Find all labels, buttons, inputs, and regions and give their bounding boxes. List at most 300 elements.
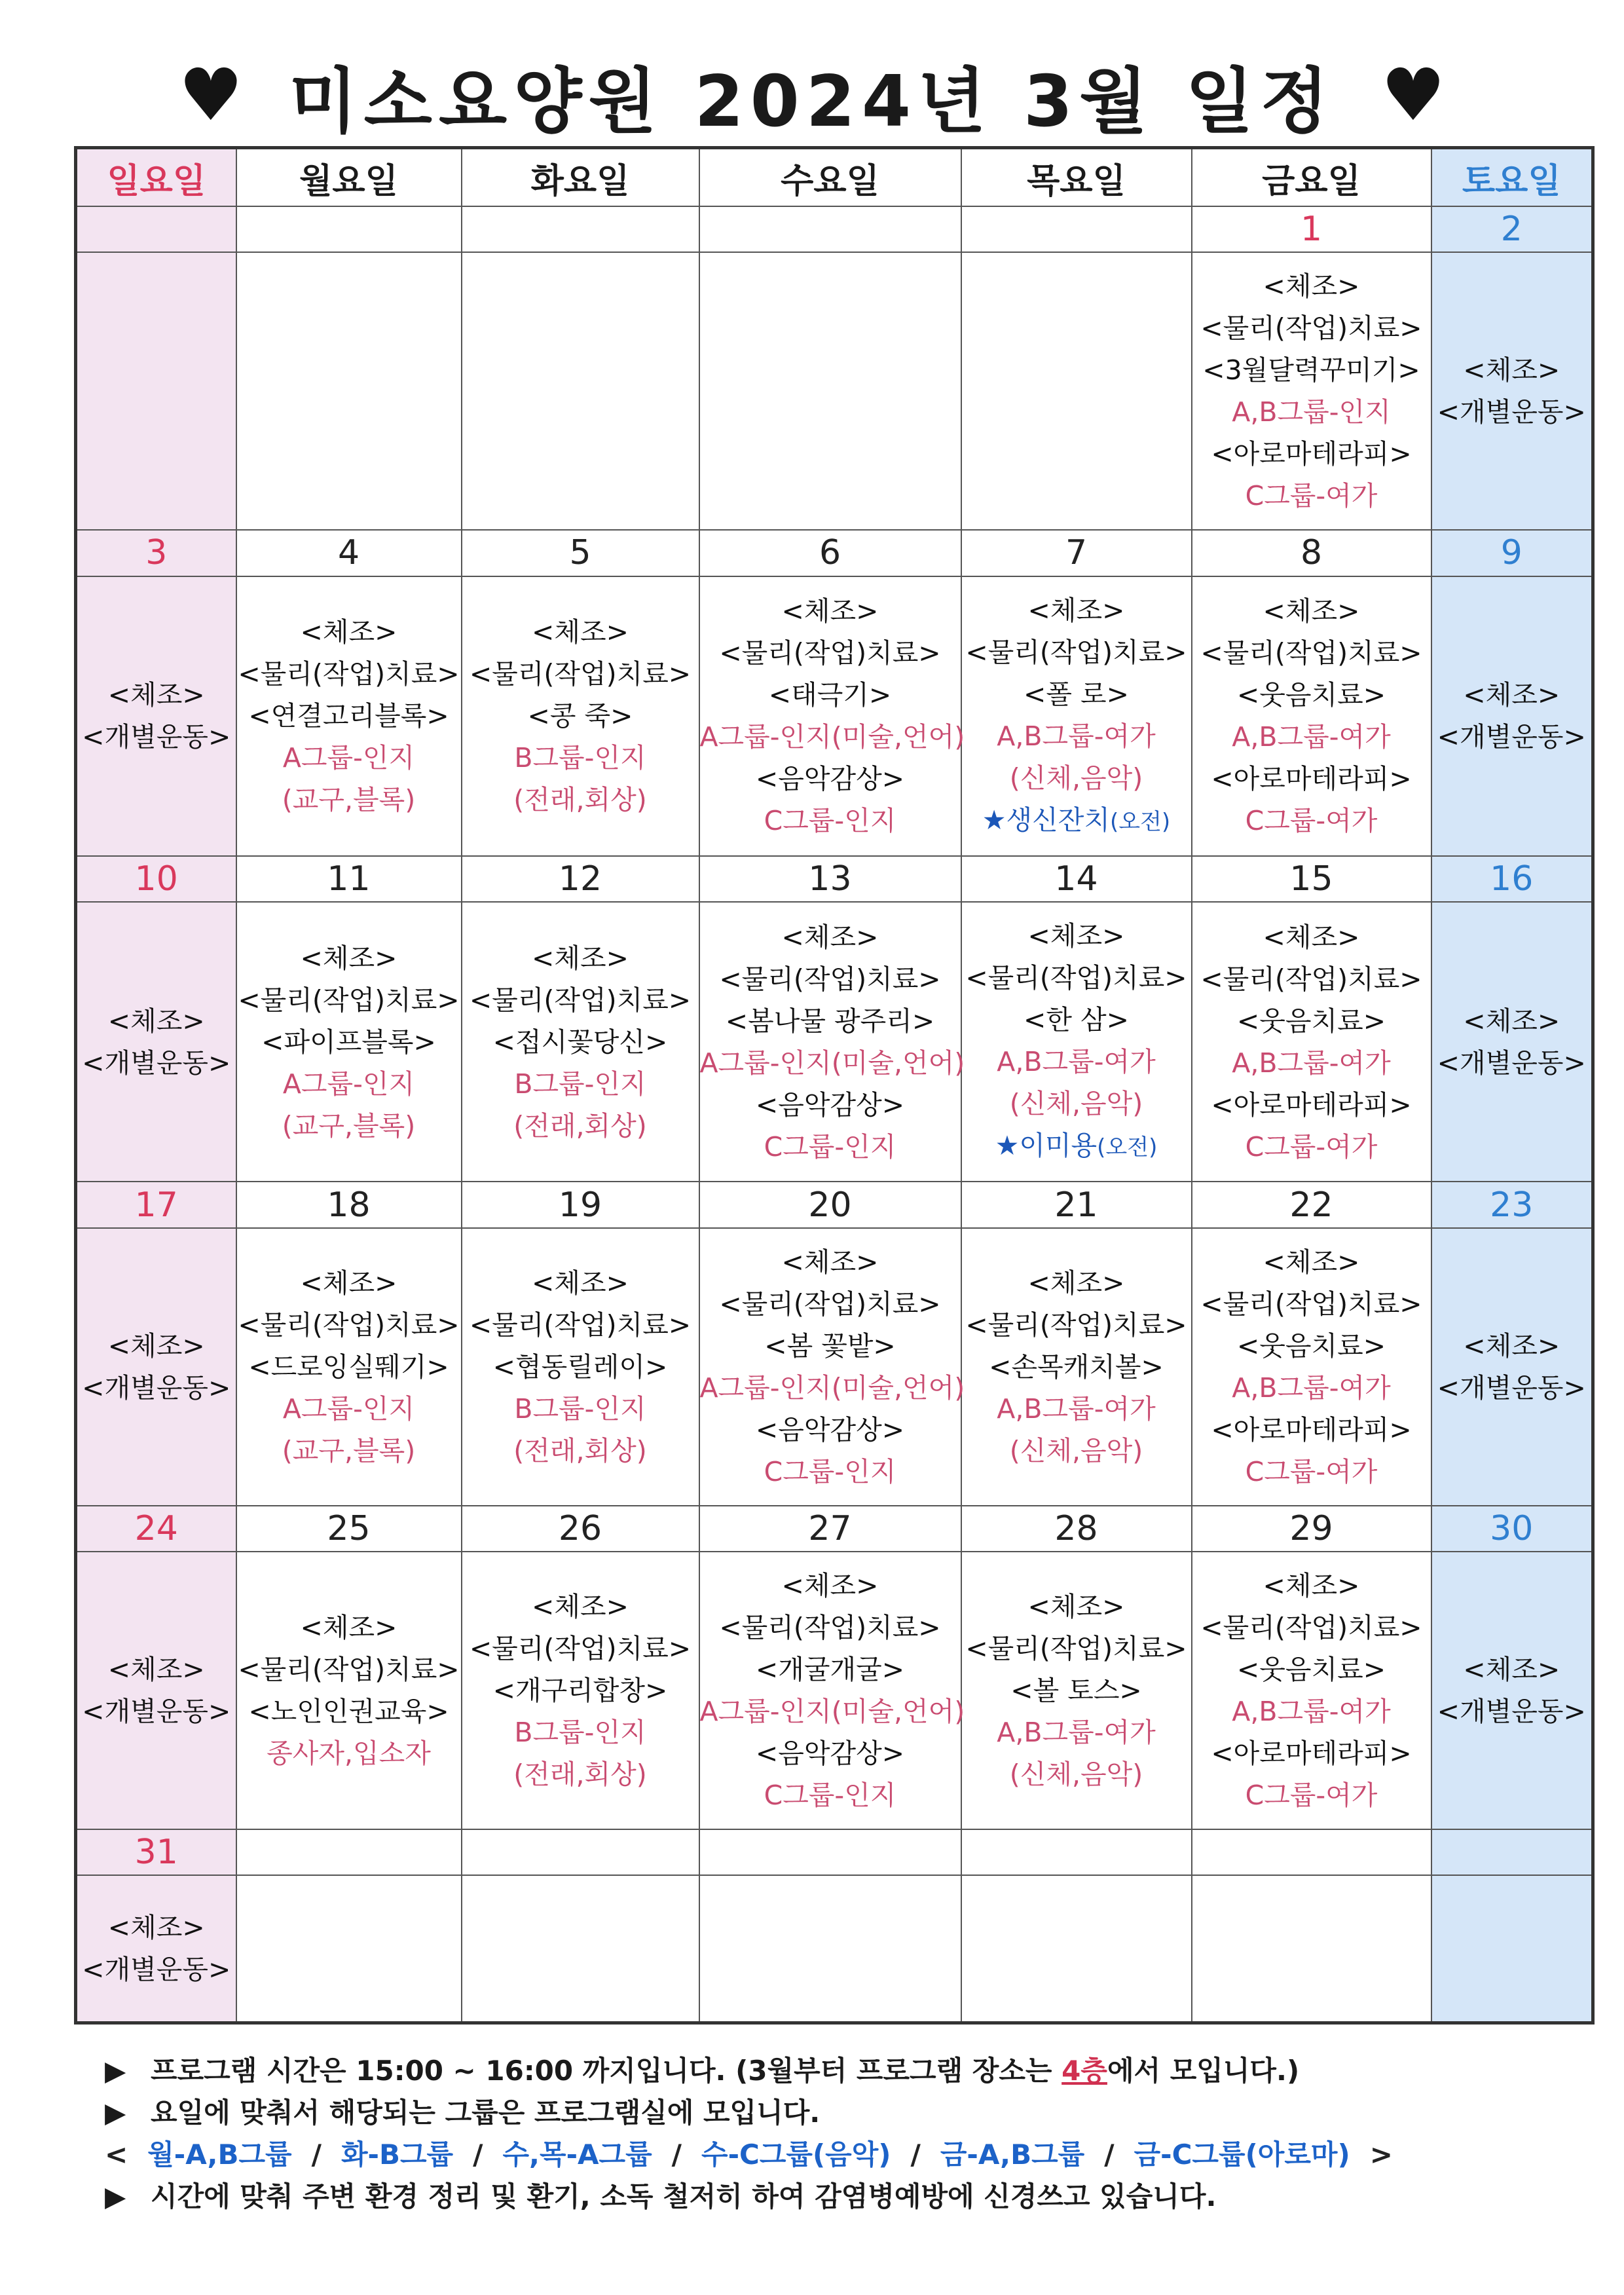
activity-text: <웃음치료> (1236, 1005, 1386, 1037)
note-line-2 (105, 2092, 1578, 2134)
program-label (700, 958, 961, 1000)
program-label (962, 1346, 1191, 1388)
program-label (462, 1670, 699, 1711)
activity-row (76, 576, 1593, 856)
date-number: 6 (699, 530, 961, 576)
group-label (1192, 475, 1431, 517)
program-label (237, 1649, 461, 1690)
day-cell (1431, 1228, 1593, 1506)
page-title (0, 46, 1624, 144)
bullet-triangle-icon: ▶ (105, 2180, 126, 2212)
group-label (962, 715, 1191, 757)
date-number (1431, 1829, 1593, 1875)
groups-open-bracket: < (105, 2138, 128, 2171)
program-label (1192, 1000, 1431, 1042)
program-label (237, 1304, 461, 1346)
activity-text: <개굴개굴> (755, 1654, 905, 1685)
activity-text: <체조> (300, 1267, 397, 1299)
date-number: 29 (1192, 1506, 1431, 1552)
activity-text: A그룹-인지 (282, 1392, 415, 1425)
date-number: 23 (1431, 1182, 1593, 1227)
groups-separator: / (311, 2138, 322, 2171)
activity-text: <웃음치료> (1236, 1654, 1386, 1685)
date-number: 10 (76, 856, 236, 902)
program-label (700, 758, 961, 800)
program-label (462, 611, 699, 653)
date-number-row (76, 530, 1593, 576)
program-label (462, 979, 699, 1021)
program-label (77, 1000, 236, 1042)
program-label (462, 695, 699, 737)
day-cell (76, 576, 236, 856)
group-label (462, 1711, 699, 1753)
group-label (1192, 1451, 1431, 1493)
program-label (1192, 1732, 1431, 1774)
program-label (700, 1409, 961, 1451)
group-label (1192, 1042, 1431, 1084)
group-label (962, 1083, 1191, 1125)
activity-text: <물리(작업)치료> (1200, 963, 1422, 995)
group-label (699, 1367, 965, 1409)
program-label (462, 1021, 699, 1063)
date-number-row (76, 206, 1593, 252)
note-floor-text: 4층 (1061, 2055, 1107, 2087)
activity-text: (신체,음악) (1009, 1759, 1143, 1790)
day-cell (1192, 1552, 1431, 1829)
program-label (1192, 1283, 1431, 1325)
day-cell (236, 1228, 462, 1506)
program-label (700, 1732, 961, 1774)
weekday-saturday: 토요일 (1431, 148, 1593, 207)
activity-text: <아로마테라피> (1211, 763, 1412, 795)
activity-text: <개별운동> (1437, 1047, 1586, 1079)
date-number: 3 (76, 530, 236, 576)
note-line-4 (105, 2176, 1578, 2218)
activity-text: C그룹-인지 (764, 805, 896, 837)
activity-text: <개별운동> (82, 1954, 231, 1986)
activity-text: <개별운동> (82, 1371, 231, 1404)
day-cell (236, 576, 462, 856)
activity-text: C그룹-여가 (1245, 1780, 1378, 1811)
activity-text: C그룹-여가 (1245, 805, 1378, 837)
program-label (237, 979, 461, 1021)
group-schedule-item: 화-B그룹 (341, 2138, 454, 2171)
program-label (1192, 433, 1431, 475)
groups-separator: / (910, 2138, 921, 2171)
program-label (962, 673, 1191, 715)
activity-text: A,B그룹-여가 (1232, 1047, 1391, 1079)
heart-icon-left: ♥ (178, 53, 244, 137)
activity-text: <체조> (300, 616, 397, 648)
program-label (1432, 349, 1592, 391)
date-number: 28 (961, 1506, 1192, 1552)
date-number: 13 (699, 856, 961, 902)
activity-text: <협동릴레이> (492, 1351, 668, 1383)
group-label (962, 757, 1191, 799)
date-number: 31 (76, 1829, 236, 1875)
day-cell (1431, 252, 1593, 530)
activity-text: <음악감상> (755, 1738, 905, 1769)
activity-text: A,B그룹-인지 (1232, 396, 1391, 428)
program-label (1192, 307, 1431, 349)
activity-text: <물리(작업)치료> (719, 637, 941, 669)
activity-text: <물리(작업)치료> (965, 1309, 1187, 1341)
activity-text: <체조> (1027, 1591, 1125, 1622)
activity-time-note: (오전) (1109, 808, 1171, 835)
activity-text: <체조> (781, 1246, 879, 1278)
program-label (962, 957, 1191, 999)
activity-text: <체조> (1463, 1654, 1560, 1685)
activity-text: <체조> (107, 1912, 205, 1944)
group-label (1192, 1774, 1431, 1816)
program-label (962, 915, 1191, 957)
weekday-monday: 월요일 (236, 148, 462, 207)
program-label (700, 1649, 961, 1690)
activity-text: <체조> (532, 1591, 629, 1622)
program-label (77, 1042, 236, 1084)
day-cell (76, 1875, 236, 2023)
program-label (700, 632, 961, 674)
groups-close-bracket: > (1369, 2138, 1393, 2171)
weekday-sunday: 일요일 (76, 148, 236, 207)
group-label (462, 1105, 699, 1147)
activity-text: <웃음치료> (1236, 679, 1386, 711)
activity-text: C그룹-여가 (1245, 1130, 1378, 1163)
activity-text: <물리(작업)치료> (965, 636, 1187, 668)
group-label (1192, 1367, 1431, 1409)
group-label (237, 1732, 461, 1774)
day-cell (961, 902, 1192, 1182)
program-label (237, 653, 461, 695)
activity-text: ★생신잔치 (982, 804, 1110, 836)
program-label (1432, 1042, 1592, 1084)
activity-text: A,B그룹-여가 (997, 720, 1156, 752)
activity-text: B그룹-인지 (514, 1717, 646, 1748)
activity-text: C그룹-여가 (1245, 480, 1378, 512)
activity-text: A,B그룹-여가 (997, 1392, 1156, 1425)
activity-text: <음악감상> (755, 1413, 905, 1446)
activity-text: <아로마테라피> (1211, 438, 1412, 470)
activity-text: <한 삼> (1024, 1004, 1129, 1036)
program-label (1432, 1690, 1592, 1732)
activity-text: <체조> (1263, 1246, 1360, 1278)
program-label (962, 999, 1191, 1041)
activity-text: <물리(작업)치료> (719, 963, 941, 995)
program-label (462, 1304, 699, 1346)
program-label (237, 1607, 461, 1649)
program-label (237, 1690, 461, 1732)
program-label (1192, 1325, 1431, 1367)
group-schedule-item: 금-C그룹(아로마) (1134, 2138, 1350, 2171)
group-label (962, 1753, 1191, 1795)
activity-text: <체조> (1463, 679, 1560, 711)
activity-text: (전래,회상) (513, 1759, 647, 1790)
program-label (462, 1628, 699, 1670)
activity-text: <볼 토스> (1010, 1675, 1142, 1706)
group-label (700, 1774, 961, 1816)
activity-text: <개별운동> (1437, 1696, 1586, 1727)
day-cell (462, 1228, 699, 1506)
note-line-1 (105, 2050, 1578, 2092)
day-cell (961, 576, 1192, 856)
event-star-line (962, 1125, 1191, 1168)
date-number: 20 (699, 1182, 961, 1227)
date-number (961, 1829, 1192, 1875)
program-label (700, 1241, 961, 1283)
program-label (1192, 632, 1431, 674)
activity-text: <물리(작업)치료> (238, 984, 460, 1016)
day-cell (961, 1552, 1192, 1829)
date-number (236, 1829, 462, 1875)
activity-text: C그룹-여가 (1245, 1455, 1378, 1487)
activity-text: <물리(작업)치료> (469, 1309, 692, 1341)
day-cell (1431, 576, 1593, 856)
day-cell (76, 252, 236, 530)
program-label (1432, 1367, 1592, 1409)
activity-text: <물리(작업)치료> (1200, 312, 1422, 345)
activity-text: 종사자,입소자 (267, 1738, 431, 1769)
activity-text: (전래,회상) (513, 1434, 647, 1466)
group-label (1192, 716, 1431, 758)
program-label (1192, 958, 1431, 1000)
activity-text: <체조> (300, 1612, 397, 1643)
day-cell (961, 1875, 1192, 2023)
date-number-row (76, 1182, 1593, 1227)
activity-text: <아로마테라피> (1211, 1738, 1412, 1769)
program-label (77, 1367, 236, 1409)
group-label (462, 737, 699, 779)
program-label (237, 1021, 461, 1063)
program-label (700, 1607, 961, 1649)
note-gather-text: 에서 모입니다.) (1107, 2055, 1300, 2087)
activity-text: <연결고리블록> (248, 700, 449, 732)
date-number (236, 206, 462, 252)
group-label (237, 1063, 461, 1105)
date-number: 21 (961, 1182, 1192, 1227)
program-label (962, 1262, 1191, 1304)
event-star-line (962, 799, 1191, 843)
activity-text: <음악감상> (755, 763, 905, 795)
date-number: 17 (76, 1182, 236, 1227)
activity-text: A그룹-인지 (282, 742, 415, 774)
activity-text: <체조> (107, 1005, 205, 1037)
date-number (462, 1829, 699, 1875)
program-label (962, 1670, 1191, 1711)
day-cell (1192, 1228, 1431, 1506)
activity-text: (교구,블록) (282, 1110, 416, 1142)
date-number: 18 (236, 1182, 462, 1227)
activity-text: <물리(작업)치료> (469, 1633, 692, 1664)
activity-text: <물리(작업)치료> (238, 658, 460, 690)
date-number (961, 206, 1192, 252)
group-label (699, 1690, 965, 1732)
program-label (1432, 1649, 1592, 1690)
activity-text: A,B그룹-여가 (1232, 1371, 1391, 1404)
program-label (1432, 1325, 1592, 1367)
group-label (699, 1042, 965, 1084)
program-label (1192, 1607, 1431, 1649)
group-label (462, 779, 699, 821)
activity-text: (전래,회상) (513, 1110, 647, 1142)
program-label (962, 1628, 1191, 1670)
title-text: 미소요양원 2024년 3월 일정 (289, 60, 1335, 143)
activity-text: <개별운동> (1437, 396, 1586, 428)
program-label (77, 1649, 236, 1690)
heart-icon-right: ♥ (1380, 53, 1446, 137)
day-cell (1431, 1875, 1593, 2023)
group-label (1192, 1126, 1431, 1168)
program-label (462, 1262, 699, 1304)
activity-text: <체조> (1263, 271, 1360, 303)
activity-text: <체조> (107, 1654, 205, 1685)
group-label (1192, 1690, 1431, 1732)
program-label (700, 1000, 961, 1042)
date-number-row (76, 856, 1593, 902)
activity-text: <드로잉실뛔기> (248, 1351, 449, 1383)
activity-text: B그룹-인지 (514, 742, 646, 774)
date-number (699, 1829, 961, 1875)
group-schedule-item: 월-A,B그룹 (147, 2138, 292, 2171)
day-cell (462, 576, 699, 856)
activity-text: <체조> (107, 1330, 205, 1362)
weekday-friday: 금요일 (1192, 148, 1431, 207)
program-label (462, 937, 699, 979)
program-label (77, 1325, 236, 1367)
date-number-row (76, 1829, 1593, 1875)
activity-text: <개별운동> (1437, 1371, 1586, 1404)
activity-text: <체조> (1027, 1267, 1125, 1299)
program-label (1192, 1649, 1431, 1690)
activity-text: <체조> (300, 942, 397, 974)
group-label (237, 1388, 461, 1430)
group-label (962, 1711, 1191, 1753)
program-label (1192, 1084, 1431, 1126)
note-hygiene-text: 시간에 맞춰 주변 환경 정리 및 환기, 소독 철저히 하여 감염병예방에 신경쓰고 있습니다. (151, 2180, 1217, 2212)
date-number: 27 (699, 1506, 961, 1552)
group-schedule-item: 수-C그룹(음악) (701, 2138, 891, 2171)
activity-text: <체조> (781, 1570, 879, 1601)
program-label (77, 1690, 236, 1732)
day-cell (699, 902, 965, 1182)
program-label (1192, 916, 1431, 958)
program-label (700, 1283, 961, 1325)
program-label (1192, 265, 1431, 307)
activity-text: <손목캐치볼> (989, 1351, 1164, 1383)
day-cell (236, 252, 462, 530)
activity-text: <물리(작업)치료> (238, 1654, 460, 1685)
program-label (237, 1346, 461, 1388)
activity-text: <물리(작업)치료> (1200, 1612, 1422, 1643)
note-time-text: 프로그램 시간은 15:00 ~ 16:00 까지입니다. (3월부터 프로그램 장소는 (151, 2055, 1062, 2087)
activity-text: <체조> (781, 921, 879, 953)
activity-text: <개별운동> (82, 1696, 231, 1727)
day-cell (236, 902, 462, 1182)
activity-text: (신체,음악) (1009, 762, 1143, 794)
activity-text: A그룹-인지(미술,언어) (699, 1047, 965, 1079)
date-number: 1 (1192, 206, 1431, 252)
program-label (700, 916, 961, 958)
day-cell (699, 252, 961, 530)
activity-text: <봄 꽃밭> (764, 1330, 896, 1362)
calendar-table (74, 146, 1595, 2024)
activity-text: A그룹-인지(미술,언어) (699, 1371, 965, 1404)
day-cell (462, 252, 699, 530)
day-cell (699, 1228, 965, 1506)
program-label (962, 631, 1191, 673)
activity-text: <체조> (1263, 1570, 1360, 1601)
activity-text: C그룹-인지 (764, 1130, 896, 1163)
activity-text: <물리(작업)치료> (469, 658, 692, 690)
group-label (962, 1430, 1191, 1472)
activity-text: <체조> (1463, 1330, 1560, 1362)
program-label (237, 1262, 461, 1304)
activity-text: <체조> (1463, 1005, 1560, 1037)
activity-text: <물리(작업)치료> (965, 1633, 1187, 1664)
activity-text: <체조> (1027, 920, 1125, 952)
day-cell (76, 902, 236, 1182)
date-number: 14 (961, 856, 1192, 902)
weekday-thursday: 목요일 (961, 148, 1192, 207)
group-label (237, 1105, 461, 1147)
activity-text: A,B그룹-여가 (1232, 721, 1391, 753)
date-number: 4 (236, 530, 462, 576)
activity-text: (전래,회상) (513, 784, 647, 816)
activity-row (76, 1228, 1593, 1506)
activity-text: <개구리합창> (492, 1675, 668, 1706)
date-number: 24 (76, 1506, 236, 1552)
day-cell (462, 1875, 699, 2023)
activity-text: <물리(작업)치료> (719, 1612, 941, 1643)
day-cell (1431, 1552, 1593, 1829)
activity-text: <체조> (1027, 594, 1125, 626)
activity-text: <아로마테라피> (1211, 1413, 1412, 1446)
group-label (700, 1451, 961, 1493)
date-number (76, 206, 236, 252)
activity-time-note: (오전) (1097, 1134, 1158, 1161)
group-label (962, 1041, 1191, 1083)
day-cell (1431, 902, 1593, 1182)
program-label (77, 1907, 236, 1949)
activity-text: (교구,블록) (282, 784, 416, 816)
program-label (237, 937, 461, 979)
date-number-row (76, 1506, 1593, 1552)
date-number: 12 (462, 856, 699, 902)
activity-text: A,B그룹-여가 (997, 1046, 1156, 1078)
program-label (1432, 1000, 1592, 1042)
activity-text: <물리(작업)치료> (1200, 1288, 1422, 1320)
activity-text: <개별운동> (1437, 721, 1586, 753)
group-label (962, 1388, 1191, 1430)
bullet-triangle-icon: ▶ (105, 2055, 126, 2087)
day-cell (699, 1875, 961, 2023)
program-label (1192, 590, 1431, 632)
date-number: 9 (1431, 530, 1593, 576)
group-label (237, 779, 461, 821)
day-cell (1192, 576, 1431, 856)
program-label (700, 674, 961, 716)
program-label (700, 1325, 961, 1367)
day-cell (1192, 902, 1431, 1182)
program-label (237, 611, 461, 653)
weekday-wednesday: 수요일 (699, 148, 961, 207)
group-label (237, 737, 461, 779)
activity-text: <체조> (1263, 595, 1360, 627)
activity-text: <물리(작업)치료> (965, 962, 1187, 994)
program-label (462, 1346, 699, 1388)
activity-row (76, 1875, 1593, 2023)
program-label (962, 1586, 1191, 1628)
day-cell (76, 1228, 236, 1506)
